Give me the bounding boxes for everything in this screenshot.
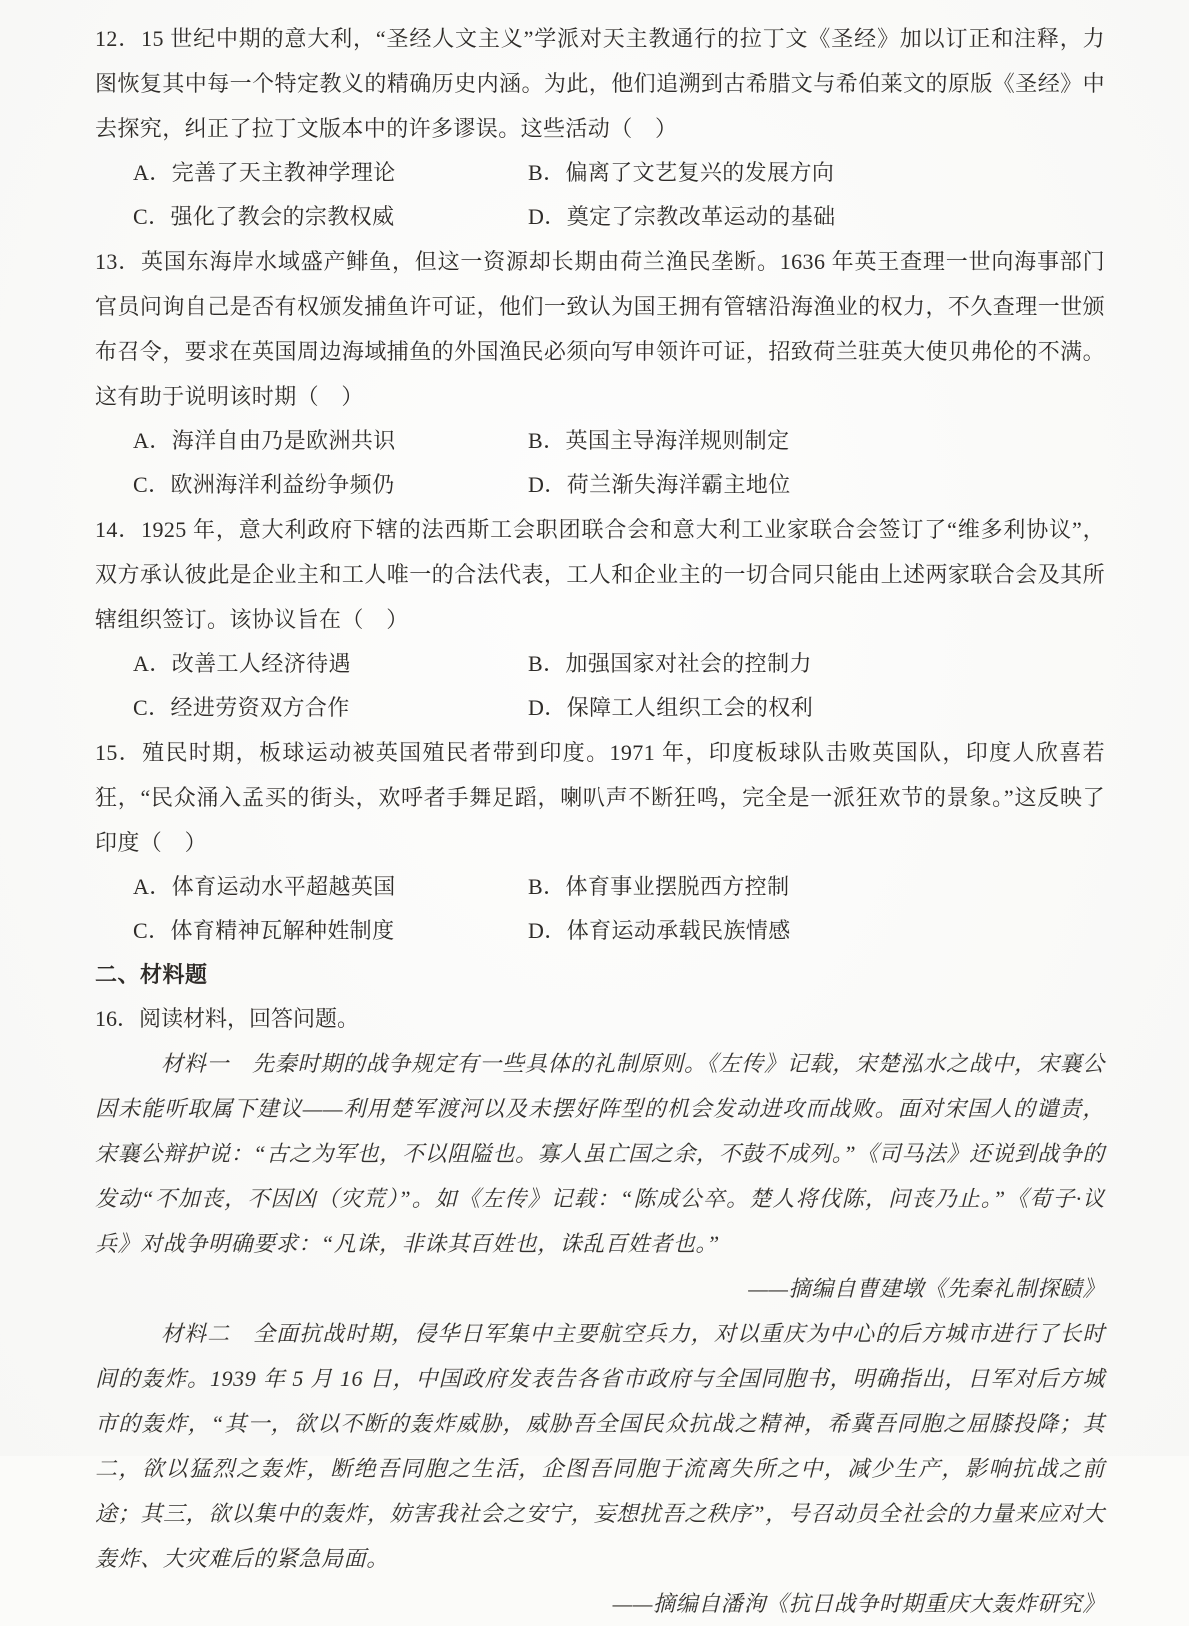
option-13-b: B．英国主导海洋规则制定 (528, 428, 790, 453)
option-12-d: D．奠定了宗教改革运动的基础 (528, 204, 836, 229)
material-1-source: ——摘编自曹建墩《先秦礼制探赜》 (748, 1276, 1105, 1301)
option-15-d: D．体育运动承载民族情感 (528, 918, 791, 943)
question-13: 13．英国东海岸水域盛产鲱鱼，但这一资源却长期由荷兰渔民垄断。1636 年英王查理一世向海事部门官员问询自己是否有权颁发捕鱼许可证，他们一致认为国王拥有管辖沿海渔业的权力，不久查理一世颁布召令，要求在英国周边海域捕鱼的外国渔民必须向写申领许可证，招致荷兰驻英大使贝弗伦的不满。这有助于说明该时期（ ） (95, 249, 1105, 409)
option-13-d: D．荷兰渐失海洋霸主地位 (528, 472, 791, 497)
question-12-options (95, 151, 1105, 239)
option-14-c: C．经进劳资双方合作 (133, 695, 350, 720)
option-15-b: B．体育事业摆脱西方控制 (528, 874, 790, 899)
option-15-c: C．体育精神瓦解种姓制度 (133, 918, 395, 943)
material-2-source: ——摘编自潘洵《抗日战争时期重庆大轰炸研究》 (612, 1591, 1105, 1616)
option-14-d: D．保障工人组织工会的权利 (528, 695, 814, 720)
option-14-a: A．改善工人经济待遇 (133, 651, 351, 676)
option-12-c: C．强化了教会的宗教权威 (133, 204, 395, 229)
option-13-a: A．海洋自由乃是欧洲共识 (133, 428, 396, 453)
question-15-options (95, 865, 1105, 953)
option-12-b: B．偏离了文艺复兴的发展方向 (528, 160, 835, 185)
option-12-a: A．完善了天主教神学理论 (133, 160, 396, 185)
question-13-options (95, 419, 1105, 507)
question-16-material-1: 材料一 先秦时期的战争规定有一些具体的礼制原则。《左传》记载，宋楚泓水之战中，宋襄公因未能听取属下建议——利用楚军渡河以及未摆好阵型的机会发动进攻而战败。面对宋国人的谴责，宋襄公辩护说：“古之为军也，不以阻隘也。寡人虽亡国之余，不鼓不成列。”《司马法》还说到战争的发动“不加丧，不因凶（灾荒）”。如《左传》记载：“陈成公卒。楚人将伐陈，问丧乃止。”《荀子·议兵》对战争明确要求：“凡诛，非诛其百姓也，诛乱百姓者也。” (95, 1051, 1105, 1256)
question-16-lead: 16．阅读材料，回答问题。 (95, 1006, 360, 1031)
question-16-material-2: 材料二 全面抗战时期，侵华日军集中主要航空兵力，对以重庆为中心的后方城市进行了长时间的轰炸。1939 年 5 月 16 日，中国政府发表告各省市政府与全国同胞书，明确指出，日军对后方城市的轰炸，“其一，欲以不断的轰炸威胁，威胁吾全国民众抗战之精神，希冀吾同胞之屈膝投降；其二，欲以猛烈之轰炸，断绝吾同胞之生活，企图吾同胞于流离失所之中，减少生产，影响抗战之前途；其三，欲以集中的轰炸，妨害我社会之安宁，妄想扰吾之秩序”，号召动员全社会的力量来应对大轰炸、大灾难后的紧急局面。 (95, 1321, 1105, 1571)
question-12: 12．15 世纪中期的意大利，“圣经人文主义”学派对天主教通行的拉丁文《圣经》加以订正和注释，力图恢复其中每一个特定教义的精确历史内涵。为此，他们追溯到古希腊文与希伯莱文的原版《圣经》中去探究，纠正了拉丁文版本中的许多谬误。这些活动（ ） (95, 26, 1105, 141)
question-14-options (95, 642, 1105, 730)
option-13-c: C．欧洲海洋利益纷争频仍 (133, 472, 395, 497)
section-heading-materials: 二、材料题 (95, 962, 208, 987)
question-14: 14．1925 年，意大利政府下辖的法西斯工会职团联合会和意大利工业家联合会签订了“维多利协议”，双方承认彼此是企业主和工人唯一的合法代表，工人和企业主的一切合同只能由上述两家联合会及其所辖组织签订。该协议旨在（ ） (95, 517, 1105, 632)
option-14-b: B．加强国家对社会的控制力 (528, 651, 812, 676)
question-15: 15．殖民时期，板球运动被英国殖民者带到印度。1971 年，印度板球队击败英国队，印度人欣喜若狂，“民众涌入孟买的街头，欢呼者手舞足蹈，喇叭声不断狂鸣，完全是一派狂欢节的景象。”这反映了印度（ ） (95, 740, 1105, 855)
option-15-a: A．体育运动水平超越英国 (133, 874, 396, 899)
